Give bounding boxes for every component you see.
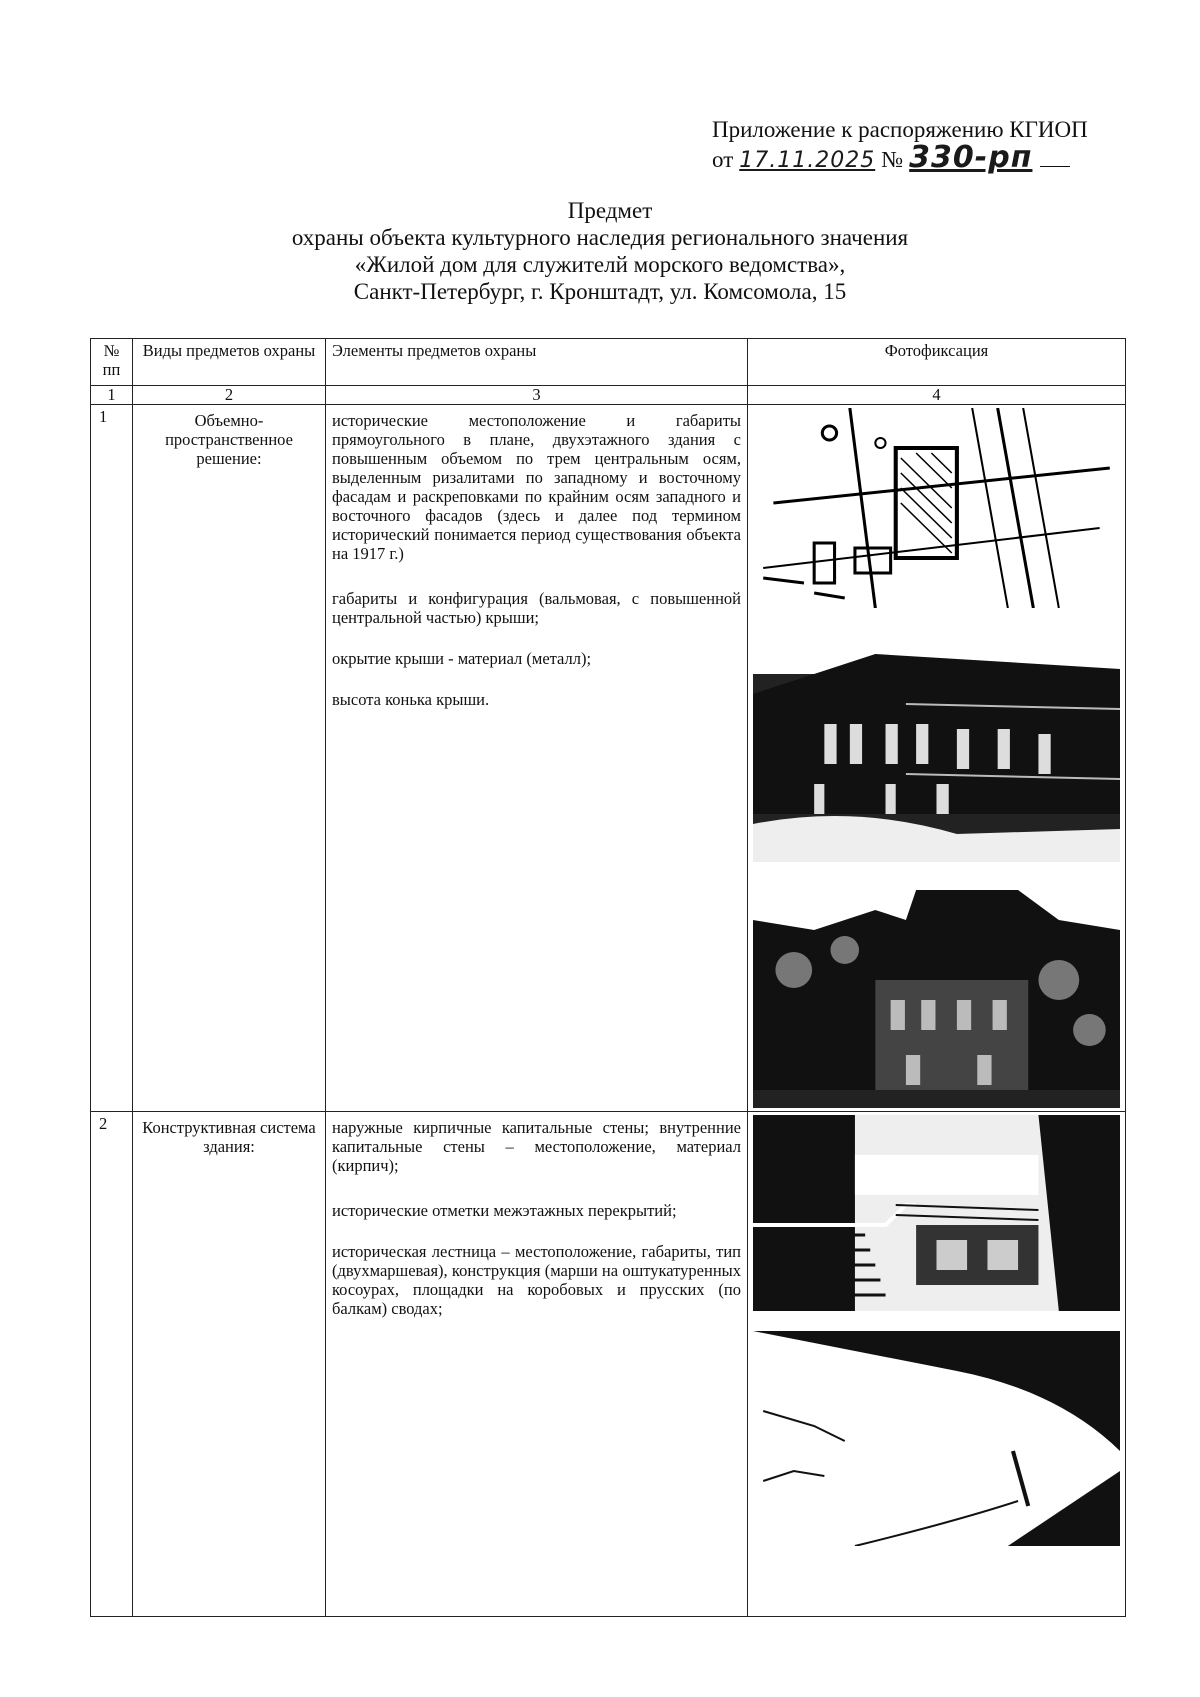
handwritten-date: 17.11.2025 (739, 148, 876, 173)
row-kind: Объемно-пространственное решение: (133, 405, 326, 1112)
header-elements: Элементы предметов охраны (326, 339, 748, 386)
title-line-3: «Жилой дом для служителй морского ведомства», (354, 252, 846, 277)
element-item: исторические отметки межэтажных перекрытий; (332, 1201, 677, 1220)
row-kind: Конструктивная система здания: (133, 1112, 326, 1617)
header-kind: Виды предметов охраны (133, 339, 326, 386)
table-row (91, 1112, 1126, 1617)
title-line-1: Предмет (567, 198, 653, 223)
protection-subject-table (90, 338, 1126, 1617)
staircase-photo (753, 1115, 1120, 1311)
vault-ceiling-photo (753, 1331, 1120, 1546)
from-label: от (712, 147, 734, 172)
table-index-row (91, 386, 1126, 405)
underline-tail (1040, 166, 1070, 167)
index-cell: 1 (91, 386, 133, 405)
row-number: 2 (91, 1112, 133, 1617)
number-label: № (881, 147, 904, 172)
element-item: наружные кирпичные капитальные стены; внутренние капитальные стены – местоположение, материал (кирпич); (332, 1118, 741, 1175)
table-row (91, 405, 1126, 1112)
site-plan-map (753, 408, 1120, 608)
row-elements (326, 1112, 748, 1617)
element-item: исторические местоположение и габариты прямоугольного в плане, двухэтажного здания с повышенным объемом по трем центральным осям, выделенным ризалитами по западному и восточному фасадам и раскреповками по крайним осям западного и восточного фасадов (здесь и далее под термином исторический понимается период существования объекта на 1917 г.) (332, 411, 741, 563)
element-item: габариты и конфигурация (вальмовая, с повышенной центральной частью) крыши; (332, 589, 741, 627)
handwritten-number: 330-рп (909, 140, 1033, 175)
element-item: окрытие крыши - материал (металл); (332, 649, 592, 668)
row-elements (326, 405, 748, 1112)
row-number: 1 (91, 405, 133, 1112)
title-line-2: охраны объекта культурного наследия регионального значения (291, 225, 909, 250)
element-item: высота конька крыши. (332, 690, 490, 709)
index-cell: 4 (748, 386, 1126, 405)
header-num: № пп (91, 339, 133, 386)
table-header-row (91, 339, 1126, 386)
document-title (0, 197, 1200, 305)
title-line-4: Санкт-Петербург, г. Кронштадт, ул. Комсомола, 15 (353, 279, 847, 304)
index-cell: 3 (326, 386, 748, 405)
index-cell: 2 (133, 386, 326, 405)
building-facade-photo (753, 634, 1120, 862)
building-trees-photo (753, 890, 1120, 1108)
row-photos (748, 405, 1126, 1112)
appendix-line: Приложение к распоряжению КГИОП (712, 117, 1088, 142)
appendix-header (712, 116, 1088, 175)
header-photos: Фотофиксация (748, 339, 1126, 386)
appendix-date-number-line (712, 140, 1088, 175)
row-photos (748, 1112, 1126, 1617)
element-item: историческая лестница – местоположение, габариты, тип (двухмаршевая), конструкция (марши на оштукатуренных косоурах, площадки на коробовых и прусских (по балкам) сводах; (332, 1242, 741, 1318)
